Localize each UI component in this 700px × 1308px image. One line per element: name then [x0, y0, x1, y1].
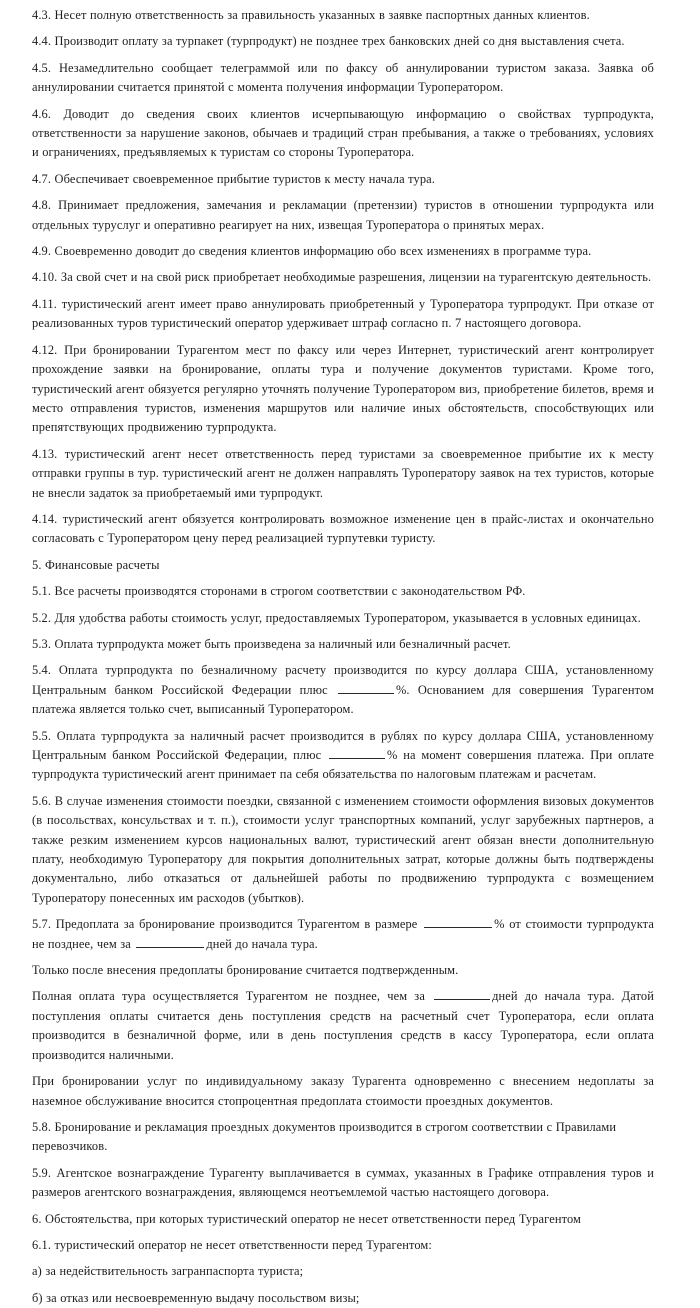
contract-paragraph: 4.13. туристический агент несет ответственность перед туристами за своевременное прибытие их к месту отправки группы в тур. туристический агент не должен направлять Туроператору заявок на тех туристов, которые не внесли задаток за приобретаемый ими турпродукт.: [32, 446, 654, 500]
contract-paragraph: Только после внесения предоплаты бронирование считается подтвержденным.: [32, 963, 459, 978]
fill-in-blank[interactable]: [329, 747, 385, 759]
paragraph-text-run: % на момент совершения платежа. При оплате турпродукта туристический агент принимает па себя обязательства по налоговым платежам и расчетам.: [32, 748, 654, 782]
paragraph-text-run: % от стоимости турпродукта не позднее, чем за: [32, 917, 654, 951]
contract-paragraph: 5.3. Оплата турпродукта может быть произведена за наличный или безналичный расчет.: [32, 636, 511, 651]
contract-paragraph: 4.11. туристический агент имеет право аннулировать приобретенный у Туроператора турпродукт. При отказе от реализованных туров туристический оператор удерживает штраф согласно п. 7 настоящего договора.: [32, 296, 654, 331]
contract-paragraph: 5.8. Бронирование и рекламация проездных документов производится в строгом соответствии с Правилами перевозчиков.: [32, 1119, 617, 1154]
contract-paragraph: 4.4. Производит оплату за турпакет (турпродукт) не позднее трех банковских дней со дня выставления счета.: [32, 34, 625, 49]
contract-paragraph: 4.3. Несет полную ответственность за правильность указанных в заявке паспортных данных клиентов.: [32, 8, 590, 22]
contract-paragraph: б) за отказ или несвоевременную выдачу посольством визы;: [32, 1290, 360, 1305]
contract-paragraph: 5.2. Для удобства работы стоимость услуг, предоставляемых Туроператором, указывается в условных единицах.: [32, 610, 641, 625]
contract-paragraph: При бронировании услуг по индивидуальному заказу Турагента одновременно с внесением недоплаты за наземное обслуживание вносится стопроцентная предоплата стоимости проездных документов.: [32, 1074, 654, 1108]
contract-paragraph: 5.9. Агентское вознаграждение Турагенту выплачивается в суммах, указанных в Графике отправления туров и размеров агентского вознаграждения, являющемся неотъемлемой частью настоящего договора.: [32, 1165, 654, 1200]
contract-paragraph: 4.14. туристический агент обязуется контролировать возможное изменение цен в прайс-листах и окончательно согласовать с Туроператором цену перед реализацией турпутевки туристу.: [32, 511, 654, 546]
contract-paragraph: 4.10. За свой счет и на свой риск приобретает необходимые разрешения, лицензии на турагентскую деятельность.: [32, 270, 652, 285]
contract-paragraph: [32, 987, 654, 1065]
paragraph-text-run: дней до начала тура. Датой поступления оплаты считается день поступления средств на расчетный счет Туроператора, если оплата производится в безналичной форме, или в день поступления средств в кассу Туроператора, если оплата производится наличными.: [32, 989, 654, 1062]
fill-in-blank[interactable]: [136, 935, 204, 947]
contract-paragraph: 4.5. Незамедлительно сообщает телеграммой или по факсу об аннулировании туристом заказа. Заявка об аннулировании считается принятой с момента получения информации Туроператором.: [32, 60, 654, 95]
contract-paragraph: 4.6. Доводит до сведения своих клиентов исчерпывающую информацию о свойствах турпродукта, ответственности за нарушение законов, обычаев и традиций стран пребывания, а также о требованиях, условиях и ограничениях, предъявляемых к туристам со стороны Туроператора.: [32, 106, 654, 160]
paragraph-text-run: %. Основанием для совершения Турагентом платежа является только счет, выписанный Туроператором.: [32, 682, 655, 717]
contract-paragraph: 5.1. Все расчеты производятся сторонами в строгом соответствии с законодательством РФ.: [32, 584, 526, 599]
section-heading: 5. Финансовые расчеты: [32, 557, 160, 572]
contract-paragraph: [32, 661, 654, 719]
section-heading: 6. Обстоятельства, при которых туристический оператор не несет ответственности перед Турагентом: [32, 1211, 581, 1226]
contract-paragraph: 4.12. При бронировании Турагентом мест по факсу или через Интернет, туристический агент контролирует прохождение заявки на бронирование, оплаты тура и получение документов туристами. Кроме того, туристический агент обязуется регулярно уточнять получение Туроператором виз, приобретение билетов, время и место отправления туристов, изменения маршрутов или наличие иных обстоятельств, способствующих или препятствующих продвижению турпродукта.: [32, 342, 654, 435]
paragraph-text-run: 5.4. Оплата турпродукта по безналичному расчету производится по курсу доллара США, установленному Центральным банком Российской Федерации плюс: [32, 663, 654, 697]
contract-paragraph: 5.6. В случае изменения стоимости поездки, связанной с изменением стоимости оформления визовых документов (в посольствах, консульствах и т. п.), стоимости услуг транспортных компаний, услуг зарубежных партнеров, а также резким изменением курсов национальных валют, туристический агент обязан внести дополнительную плату, необходимую Туроператору для покрытия дополнительных затрат, которые должны быть подтверждены документально, либо отказаться от дальнейшей работы по продвижению турпродукта с возмещением Туроператору понесенных им расходов (убытков).: [32, 793, 654, 905]
paragraph-text-run: 5.7. Предоплата за бронирование производится Турагентом в размере: [32, 917, 423, 932]
fill-in-blank[interactable]: [338, 681, 394, 693]
contract-paragraph: 6.1. туристический оператор не несет ответственности перед Турагентом:: [32, 1237, 432, 1252]
contract-paragraph: а) за недействительность загранпаспорта туриста;: [32, 1264, 304, 1279]
contract-paragraph: [32, 915, 654, 954]
contract-paragraph: 4.7. Обеспечивает своевременное прибытие туристов к месту начала тура.: [32, 171, 436, 186]
contract-paragraph: 4.9. Своевременно доводит до сведения клиентов информацию обо всех изменениях в программе тура.: [32, 244, 592, 259]
document-body: [32, 6, 654, 1308]
contract-paragraph: 4.8. Принимает предложения, замечания и рекламации (претензии) туристов в отношении турпродукта или отдельных туруслуг и оперативно реагирует на них, извещая Туроператора о принятых мерах.: [32, 198, 654, 232]
paragraph-text-run: дней до начала тура.: [206, 936, 318, 951]
paragraph-text-run: Полная оплата тура осуществляется Турагентом не позднее, чем за: [32, 989, 433, 1004]
paragraph-text-run: 5.5. Оплата турпродукта за наличный расчет производится в рублях по курсу доллара США, установленному Центральным банком Российской Федерации, плюс: [32, 728, 654, 762]
contract-paragraph: [32, 727, 654, 785]
fill-in-blank[interactable]: [434, 988, 490, 1000]
